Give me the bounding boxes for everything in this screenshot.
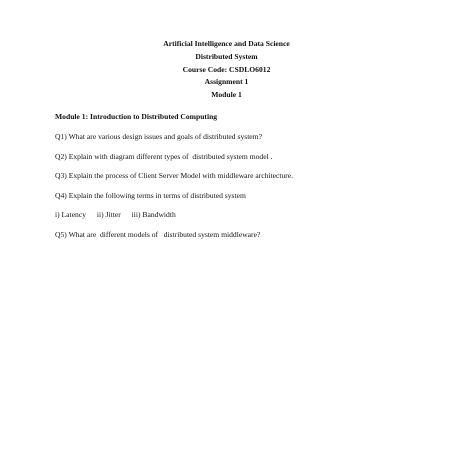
question-5: Q5) What are different models of distributed system middleware? [55,229,261,239]
assignment-title: Assignment 1 [204,77,249,87]
course-code: Course Code: CSDLO6012 [182,64,271,74]
question-2: Q2) Explain with diagram different types of distributed system model . [55,151,273,161]
document-header [0,38,453,102]
module-title: Module 1 [211,90,242,100]
assignment-body [55,112,435,250]
question-4: Q4) Explain the following terms in terms of distributed system [55,190,246,200]
department-title: Artificial Intelligence and Data Science [163,39,290,48]
question-3: Q3) Explain the process of Client Server Model with middleware architecture. [55,171,294,181]
terms-list [55,210,435,220]
subject-title: Distributed System [195,51,258,61]
term-bandwidth: iii) Bandwidth [131,210,176,220]
module-heading: Module 1: Introduction to Distributed Computing [55,112,218,121]
question-1: Q1) What are various design issues and goals of distributed system? [55,132,262,141]
term-jitter: ii) Jitter [96,210,121,220]
term-latency: i) Latency [55,210,86,220]
